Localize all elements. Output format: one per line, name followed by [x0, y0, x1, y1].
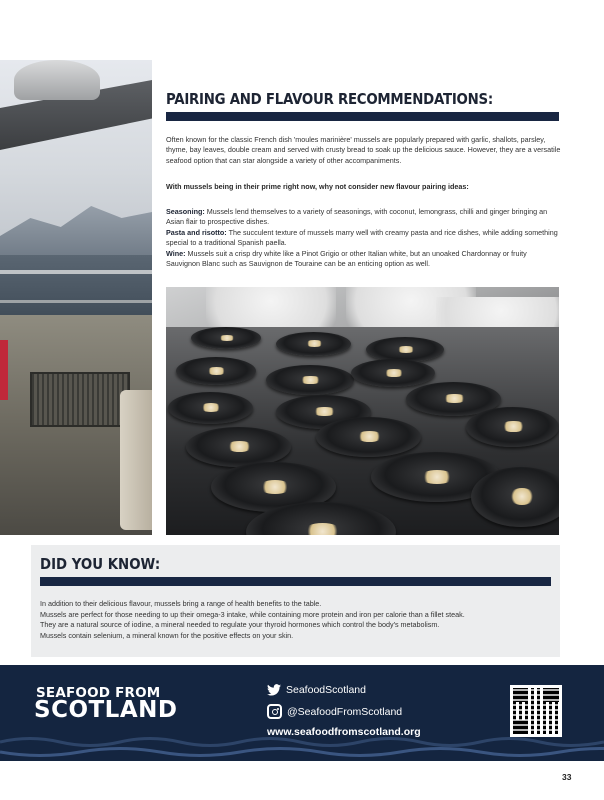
twitter-handle[interactable] [267, 684, 366, 696]
instagram-label: @SeafoodFromScotland [287, 705, 403, 718]
fact-line: They are a natural source of iodine, a mineral needed to regulate your thyroid hormones which control the body's metabolism. [40, 620, 440, 629]
pairing-list [166, 207, 561, 269]
brand-logo-line1: SEAFOOD FROM [36, 685, 161, 701]
wave-decoration [0, 745, 604, 759]
website-link[interactable]: www.seafoodfromscotland.org [267, 726, 421, 738]
instagram-icon [267, 704, 282, 719]
twitter-icon [267, 684, 281, 696]
twitter-label: SeafoodScotland [286, 684, 366, 696]
pairing-heading: PAIRING AND FLAVOUR RECOMMENDATIONS: [166, 90, 493, 108]
fact-line: In addition to their delicious flavour, mussels bring a range of health benefits to the table. [40, 599, 322, 608]
pairing-intro: Often known for the classic French dish 'moules marinière' mussels are popularly prepared with garlic, shallots, parsley, thyme, bay leaves, double cream and served with crusty bread to soak up the delicious sauce. However, they are a versatile seafood option that can star alongside a variety of other accompaniments. [166, 135, 561, 165]
pairing-item: Wine: Mussels suit a crisp dry white like a Pinot Grigio or other Italian white, but an unoaked Chardonnay or fruity Sauvignon Blanc such as Sauvignon de Touraine can be an enticing option as well. [166, 248, 527, 269]
pairing-item: Pasta and risotto: The succulent texture of mussels marry well with creamy pasta and rice dishes, while adding something special to a traditional Spanish paella. [166, 227, 558, 248]
boat-deck-photo [0, 60, 152, 535]
mussel-dishes-photo [166, 287, 559, 535]
heading-underline-bar [166, 112, 559, 121]
pairing-lead: With mussels being in their prime right now, why not consider new flavour pairing ideas: [166, 182, 469, 191]
did-you-know-bar [40, 577, 551, 586]
fact-line: Mussels are perfect for those needing to up their omega-3 intake, while containing more protein and iron per calorie than a fillet steak. [40, 609, 465, 619]
pairing-item: Seasoning: Mussels lend themselves to a variety of seasonings, with coconut, lemongrass, chilli and ginger bringing an Asian flair to prospective dishes. [166, 207, 548, 227]
qr-code[interactable] [510, 685, 562, 737]
did-you-know-heading: DID YOU KNOW: [40, 555, 161, 573]
fact-line: Mussels contain selenium, a mineral known for the positive effects on your skin. [40, 630, 294, 640]
instagram-handle[interactable] [267, 704, 402, 719]
brand-logo-line2: SCOTLAND [34, 697, 178, 723]
did-you-know-text [40, 599, 555, 641]
page-number: 33 [562, 772, 572, 782]
